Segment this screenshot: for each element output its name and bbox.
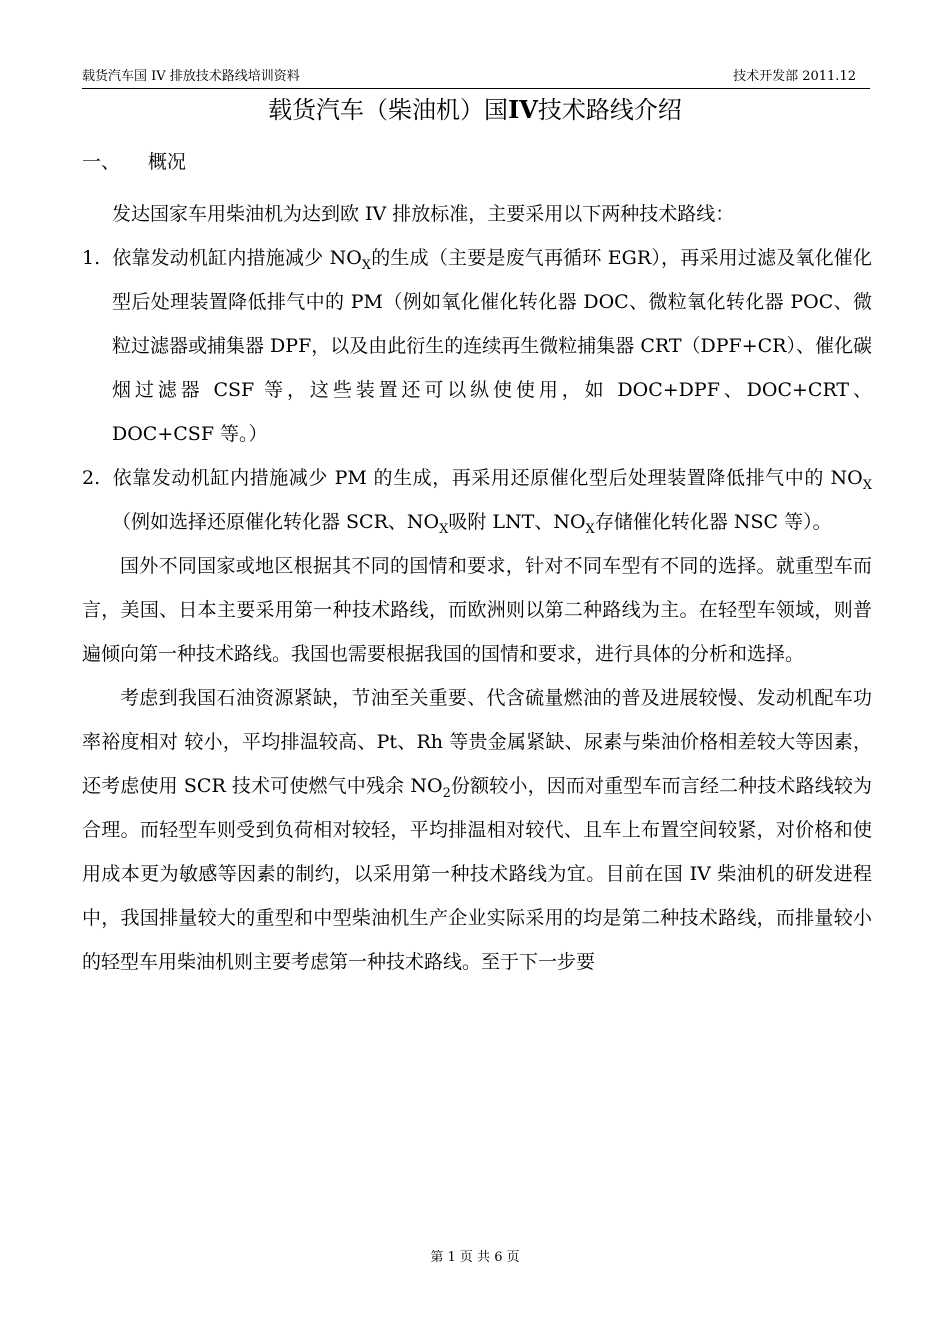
page-header xyxy=(82,66,870,89)
section-label: 概况 xyxy=(148,151,187,173)
paragraph-4 xyxy=(82,676,872,984)
para4-text-b: 份额较小，因而对重型车而言经二种技术路线较为合理。而轻型车则受到负荷相对较轻，平均排温相对较代、且车上布置空间较紧，对价格和使用成本更为敏感等因素的制约，以采用第一种技术路线为宜。目前在国 IV 柴油机的研发进程中，我国排量较大的重型和中型柴油机生产企业实际采用的均是第二种技术路线，而排量较小的轻型车用柴油机则主要考虑第一种技术路线。至于下一步要 xyxy=(82,775,872,973)
item2-text-b: （例如选择还原催化转化器 SCR、NO xyxy=(112,511,440,533)
subscript: X xyxy=(361,258,372,273)
item2-text-c: 吸附 LNT、NO xyxy=(448,511,586,533)
body-content xyxy=(82,192,872,984)
item2-text-d: 存储催化转化器 NSC 等）。 xyxy=(594,511,832,533)
item2-text-a: 依靠发动机缸内措施减少 PM 的生成，再采用还原催化型后处理装置降低排气中的 NO xyxy=(112,467,863,489)
subscript: X xyxy=(585,522,595,537)
paragraph-3: 国外不同国家或地区根据其不同的国情和要求，针对不同车型有不同的选择。就重型车而言，美国、日本主要采用第一种技术路线，而欧洲则以第二种路线为主。在轻型车领域，则普遍倾向第一种技术路线。我国也需要根据我国的国情和要求，进行具体的分析和选择。 xyxy=(82,555,872,665)
list-number: 1. xyxy=(82,247,101,269)
item1-text-b: 的生成（主要是废气再循环 EGR），再采用过滤及氧化催化型后处理装置降低排气中的 PM（例如氧化催化转化器 DOC、微粒氧化转化器 POC、微粒过滤器或捕集器 DPF，以及由此衍生的连续再生微粒捕集器 CRT（DPF+CR）、催化碳烟过滤器 CSF 等，这些装置还可以纵使使用，如 DOC+DPF、DOC+CRT、DOC+CSF 等。） xyxy=(112,247,872,445)
item1-text-a: 依靠发动机缸内措施减少 NO xyxy=(112,247,362,269)
para4-text-a: 考虑到我国石油资源紧缺，节油至关重要、代含硫量燃油的普及进展较慢、发动机配车功率裕度相对 较小，平均排温较高、Pt、Rh 等贵金属紧缺、尿素与柴油价格相差较大等因素，还考虑使用 SCR 技术可使燃气中残余 NO xyxy=(82,687,872,797)
list-number: 2. xyxy=(82,467,101,489)
subscript: 2 xyxy=(442,786,451,801)
subscript: X xyxy=(862,478,872,493)
header-department-date: 技术开发部 2011.12 xyxy=(733,69,856,84)
subscript: X xyxy=(439,522,449,537)
list-item-2 xyxy=(82,456,872,544)
header-document-title: 载货汽车国 IV 排放技术路线培训资料 xyxy=(82,69,300,84)
document-title xyxy=(0,92,950,128)
title-bold: IV xyxy=(508,95,538,124)
section-number: 一、 xyxy=(82,151,121,173)
page-footer: 第 1 页 共 6 页 xyxy=(430,1250,520,1265)
list-item-1 xyxy=(82,236,872,456)
section-heading xyxy=(82,146,186,178)
title-suffix: 技术路线介绍 xyxy=(537,96,682,124)
title-prefix: 载货汽车（柴油机）国 xyxy=(268,96,509,124)
intro-paragraph: 发达国家车用柴油机为达到欧 IV 排放标准，主要采用以下两种技术路线： xyxy=(112,203,735,225)
